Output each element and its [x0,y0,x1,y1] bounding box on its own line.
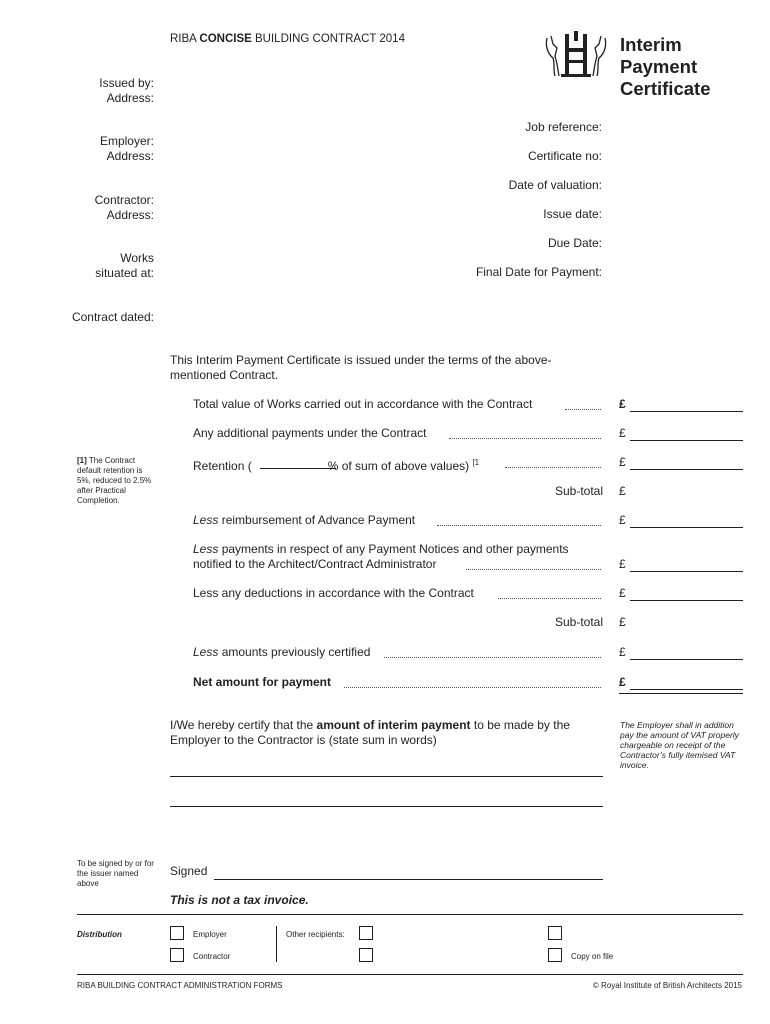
distribution-divider [276,926,277,962]
net-amount-label: Net amount for payment [193,675,332,689]
other-recipient-checkbox-1[interactable] [359,926,373,940]
sum-in-words-line-2[interactable] [170,806,603,807]
currency-symbol: £ [619,615,626,629]
double-underline [619,693,743,694]
total-value-field[interactable] [630,411,743,412]
intro-text: This Interim Payment Certificate is issued under the terms of the above- mentioned Contract. [170,353,552,382]
currency-symbol: £ [619,426,626,440]
payment-notices-label: Less payments in respect of any Payment Notices and other payments notified to the Architect/Contract Administrator [193,542,569,571]
currency-symbol: £ [619,455,626,469]
leader-dots [449,438,601,439]
previously-certified-field[interactable] [630,659,743,660]
leader-dots [498,598,601,599]
retention-label: Retention ( % of sum of above values) $^{[1}$ [193,458,480,473]
employer-recipient-label: Employer [193,930,227,939]
employer-label: Employer: Address: [99,134,154,163]
signed-label: Signed [170,864,208,878]
subtotal-label: Sub-total [554,615,603,629]
currency-symbol: £ [619,645,626,659]
section-divider [77,914,743,915]
riba-logo-icon [543,30,609,80]
additional-payments-field[interactable] [630,440,743,441]
employer-checkbox[interactable] [170,926,184,940]
issue-date-label: Issue date: [543,207,602,221]
currency-symbol: £ [619,557,626,571]
job-reference-label: Job reference: [525,120,602,134]
due-date-label: Due Date: [547,236,602,250]
footer-copyright: © Royal Institute of British Architects 2015 [592,981,742,990]
leader-dots [384,657,601,658]
previously-certified-label: Less amounts previously certified [193,645,371,659]
copy-on-file-checkbox[interactable] [548,948,562,962]
subtotal-label: Sub-total [554,484,603,498]
contract-dated-label: Contract dated: [71,310,154,324]
date-of-valuation-label: Date of valuation: [508,178,602,192]
signature-field[interactable] [214,879,603,880]
leader-dots [505,467,601,468]
tax-invoice-notice: This is not a tax invoice. [170,893,309,907]
certificate-no-label: Certificate no: [527,149,602,163]
other-recipient-checkbox-2[interactable] [359,948,373,962]
footer-divider [77,974,743,975]
works-location-label: Works situated at: [95,251,154,280]
issued-by-label: Issued by: Address: [99,76,154,105]
page-title: Interim Payment Certificate [620,34,711,99]
leader-dots [437,525,601,526]
net-amount-field[interactable] [630,689,743,690]
retention-percent-field[interactable] [260,468,336,469]
advance-payment-field[interactable] [630,527,743,528]
deductions-label: Less any deductions in accordance with the Contract [193,586,474,600]
currency-symbol: £ [619,397,626,411]
leader-dots [344,687,601,688]
contractor-label: Contractor: Address: [94,193,154,222]
retention-footnote: [1] The Contract default retention is 5%, reduced to 2.5% after Practical Completion. [77,456,152,505]
sum-in-words-line-1[interactable] [170,776,603,777]
leader-dots [565,409,601,410]
copy-on-file-label: Copy on file [571,952,614,961]
deductions-field[interactable] [630,600,743,601]
contractor-checkbox[interactable] [170,948,184,962]
advance-payment-label: Less reimbursement of Advance Payment [193,513,416,527]
final-date-label: Final Date for Payment: [475,265,602,279]
currency-symbol: £ [619,513,626,527]
certification-text: I/We hereby certify that the amount of interim payment to be made by the Employer to the Contractor is (state sum in words) [170,718,570,747]
additional-payments-label: Any additional payments under the Contract [193,426,427,440]
currency-symbol: £ [619,484,626,498]
payment-notices-field[interactable] [630,571,743,572]
currency-symbol: £ [619,675,626,689]
other-recipients-label: Other recipients: [286,930,345,939]
currency-symbol: £ [619,586,626,600]
contractor-recipient-label: Contractor [193,952,231,961]
distribution-label: Distribution [77,930,122,939]
total-value-label: Total value of Works carried out in accordance with the Contract [193,397,533,411]
vat-note: The Employer shall in addition pay the amount of VAT properly chargeable on receipt of the Contractor’s fully itemised VAT invoice. [620,720,739,770]
retention-field[interactable] [630,469,743,470]
footer-series: RIBA BUILDING CONTRACT ADMINISTRATION FORMS [77,981,283,990]
signature-note: To be signed by or for the issuer named above [77,859,154,888]
other-recipient-checkbox-3[interactable] [548,926,562,940]
leader-dots [466,569,601,570]
contract-series-title: RIBA CONCISE BUILDING CONTRACT 2014 [170,33,405,45]
